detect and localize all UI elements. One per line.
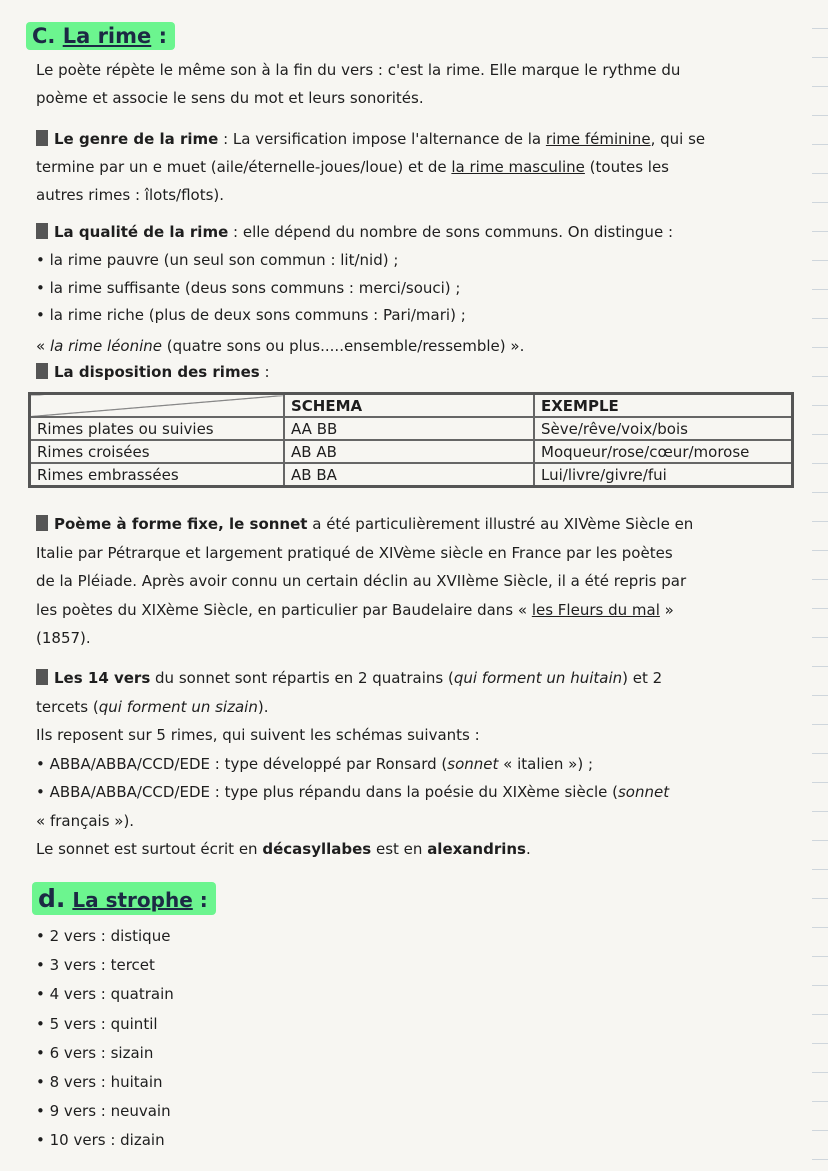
- list-item: • 4 vers : quatrain: [36, 980, 174, 1009]
- sonnet-text-4a: les poètes du XIXème Siècle, en particulier par Baudelaire dans «: [36, 600, 532, 619]
- sonnet-text-1: a été particulièrement illustré au XIVème Siècle en: [307, 515, 694, 533]
- vers-text-2a: tercets (: [36, 697, 99, 716]
- leonine-line: [36, 332, 524, 360]
- disposition-colon: :: [259, 363, 270, 381]
- table-cell-exemple: Lui/livre/givre/fui: [534, 463, 793, 487]
- list-item: • la rime suffisante (deus sons communs : merci/souci) ;: [36, 275, 466, 303]
- section-d-colon: :: [199, 888, 208, 912]
- alexandrins: alexandrins: [427, 840, 526, 858]
- section-c-title: La rime: [62, 24, 152, 48]
- table-cell-schema: AB AB: [284, 440, 534, 463]
- list-item: • 5 vers : quintil: [36, 1010, 174, 1039]
- decasyllabes: décasyllabes: [262, 840, 372, 858]
- list-item: • 10 vers : dizain: [36, 1126, 174, 1155]
- table-cell-exemple: Moqueur/rose/cœur/morose: [534, 440, 793, 463]
- vers-italic-2: qui forment un sizain: [98, 697, 258, 716]
- vers-paragraph: Les 14 vers du sonnet sont répartis en 2 quatrains (qui forment un huitain) et 2 tercets (qui forment un sizain). Ils reposent sur 5 rimes, qui suivent les schémas suivants : • ABBA/ABBA/CCD/EDE : type développé par Ronsard (sonnet « italien ») ; • ABBA/ABBA/CCD/EDE : type plus répandu dans la poésie du XIXème siècle (sonnet « français »). Le sonnet est surtout écrit en décasyllabes est en alexandrins.: [36, 669, 670, 858]
- list-item: • 9 vers : neuvain: [36, 1097, 174, 1126]
- rime-feminine: rime féminine: [545, 130, 651, 148]
- genre-text-2b: (toutes les: [584, 158, 669, 176]
- genre-text-1a: : La versification impose l'alternance de la: [218, 130, 546, 148]
- final-text-mid: est en: [371, 840, 428, 858]
- leonine-open: «: [36, 337, 50, 355]
- square-bullet-icon: [36, 130, 48, 146]
- square-bullet-icon: [36, 223, 48, 239]
- table-cell-schema: AB BA: [284, 463, 534, 487]
- vers-italic-1: qui forment un huitain: [453, 669, 623, 687]
- table-cell-schema: AA BB: [284, 417, 534, 440]
- table-row: [30, 417, 793, 440]
- table-row: [30, 440, 793, 463]
- section-c-heading: [26, 22, 175, 50]
- rhyme-table: [28, 392, 794, 488]
- fleurs-du-mal: les Fleurs du mal: [531, 600, 660, 619]
- notebook-edge: [812, 0, 828, 1171]
- leonine-italic: la rime léonine: [49, 337, 163, 355]
- list-item: • 3 vers : tercet: [36, 951, 174, 980]
- table-cell-type: Rimes embrassées: [30, 463, 285, 487]
- section-d-title: La strophe: [72, 888, 193, 912]
- sonnet-text-4b: »: [659, 600, 674, 619]
- section-c-colon: :: [158, 24, 167, 48]
- vers-text-3: Ils reposent sur 5 rimes, qui suivent les schémas suivants :: [36, 726, 480, 744]
- sonnet-text-2: Italie par Pétrarque et largement pratiqué de XIVème siècle en France par les poètes: [36, 543, 673, 562]
- vers-bullet-1a: ABBA/ABBA/CCD/EDE : type développé par Ronsard (: [49, 754, 448, 773]
- final-text-end: .: [525, 840, 531, 858]
- intro-line-1: Le poète répète le même son à la fin du vers : c'est la rime. Elle marque le rythme du: [36, 61, 681, 79]
- genre-paragraph: [36, 125, 705, 209]
- qualite-list: [36, 247, 466, 330]
- vers-label: Les 14 vers: [54, 669, 151, 687]
- section-d-letter: d.: [38, 884, 66, 913]
- list-item: • 2 vers : distique: [36, 922, 174, 951]
- section-c-letter: C.: [32, 24, 56, 48]
- intro-paragraph: [36, 56, 680, 112]
- table-cell-type: Rimes plates ou suivies: [30, 417, 285, 440]
- vers-bullet-1b: « italien ») ;: [498, 754, 594, 773]
- table-cell-type: Rimes croisées: [30, 440, 285, 463]
- intro-line-2: poème et associe le sens du mot et leurs sonorités.: [36, 89, 424, 107]
- final-text-a: Le sonnet est surtout écrit en: [36, 840, 263, 858]
- table-cell-exemple: Sève/rêve/voix/bois: [534, 417, 793, 440]
- list-item: • 8 vers : huitain: [36, 1068, 174, 1097]
- table-corner-cell: [30, 394, 285, 418]
- list-item: • la rime pauvre (un seul son commun : lit/nid) ;: [36, 247, 466, 275]
- genre-text-1b: , qui se: [650, 130, 706, 148]
- sonnet-text-3: de la Pléiade. Après avoir connu un certain déclin au XVIIème Siècle, il a été repris par: [36, 572, 687, 590]
- disposition-label: La disposition des rimes: [54, 363, 260, 381]
- qualite-text: : elle dépend du nombre de sons communs. On distingue :: [228, 223, 673, 241]
- disposition-heading: [36, 358, 270, 386]
- square-bullet-icon: [36, 669, 48, 685]
- genre-label: Le genre de la rime: [54, 130, 219, 148]
- vers-text-1b: ) et 2: [622, 669, 663, 687]
- genre-text-3: autres rimes : îlots/flots).: [36, 186, 225, 204]
- section-d-heading: [32, 882, 216, 915]
- table-header-schema: SCHEMA: [284, 394, 534, 418]
- vers-bullet-2-line2: « français »).: [36, 811, 135, 830]
- qualite-label: La qualité de la rime: [54, 223, 229, 241]
- list-item: • 6 vers : sizain: [36, 1039, 174, 1068]
- table-row: [30, 463, 793, 487]
- vers-bullet-2a: ABBA/ABBA/CCD/EDE : type plus répandu dans la poésie du XIXème siècle (: [49, 783, 618, 801]
- table-header-exemple: EXEMPLE: [534, 394, 793, 418]
- vers-bullet-2-italic: sonnet: [617, 783, 670, 801]
- strophe-list: [36, 922, 174, 1156]
- genre-text-2a: termine par un e muet (aile/éternelle-joues/loue) et de: [36, 158, 452, 176]
- vers-bullet-1-italic: sonnet: [447, 754, 499, 773]
- list-item: • la rime riche (plus de deux sons communs : Pari/mari) ;: [36, 302, 466, 330]
- square-bullet-icon: [36, 515, 48, 531]
- sonnet-text-5: (1857).: [36, 629, 91, 647]
- sonnet-label: Poème à forme fixe, le sonnet: [54, 515, 308, 533]
- square-bullet-icon: [36, 363, 48, 379]
- table-header-row: [30, 394, 793, 418]
- leonine-rest: (quatre sons ou plus.....ensemble/ressemble) ».: [162, 337, 525, 355]
- vers-text-1a: du sonnet sont répartis en 2 quatrains (: [150, 669, 454, 687]
- vers-text-2b: ).: [257, 697, 269, 716]
- rime-masculine: la rime masculine: [451, 158, 585, 176]
- sonnet-paragraph: [36, 510, 693, 653]
- qualite-paragraph: [36, 218, 673, 246]
